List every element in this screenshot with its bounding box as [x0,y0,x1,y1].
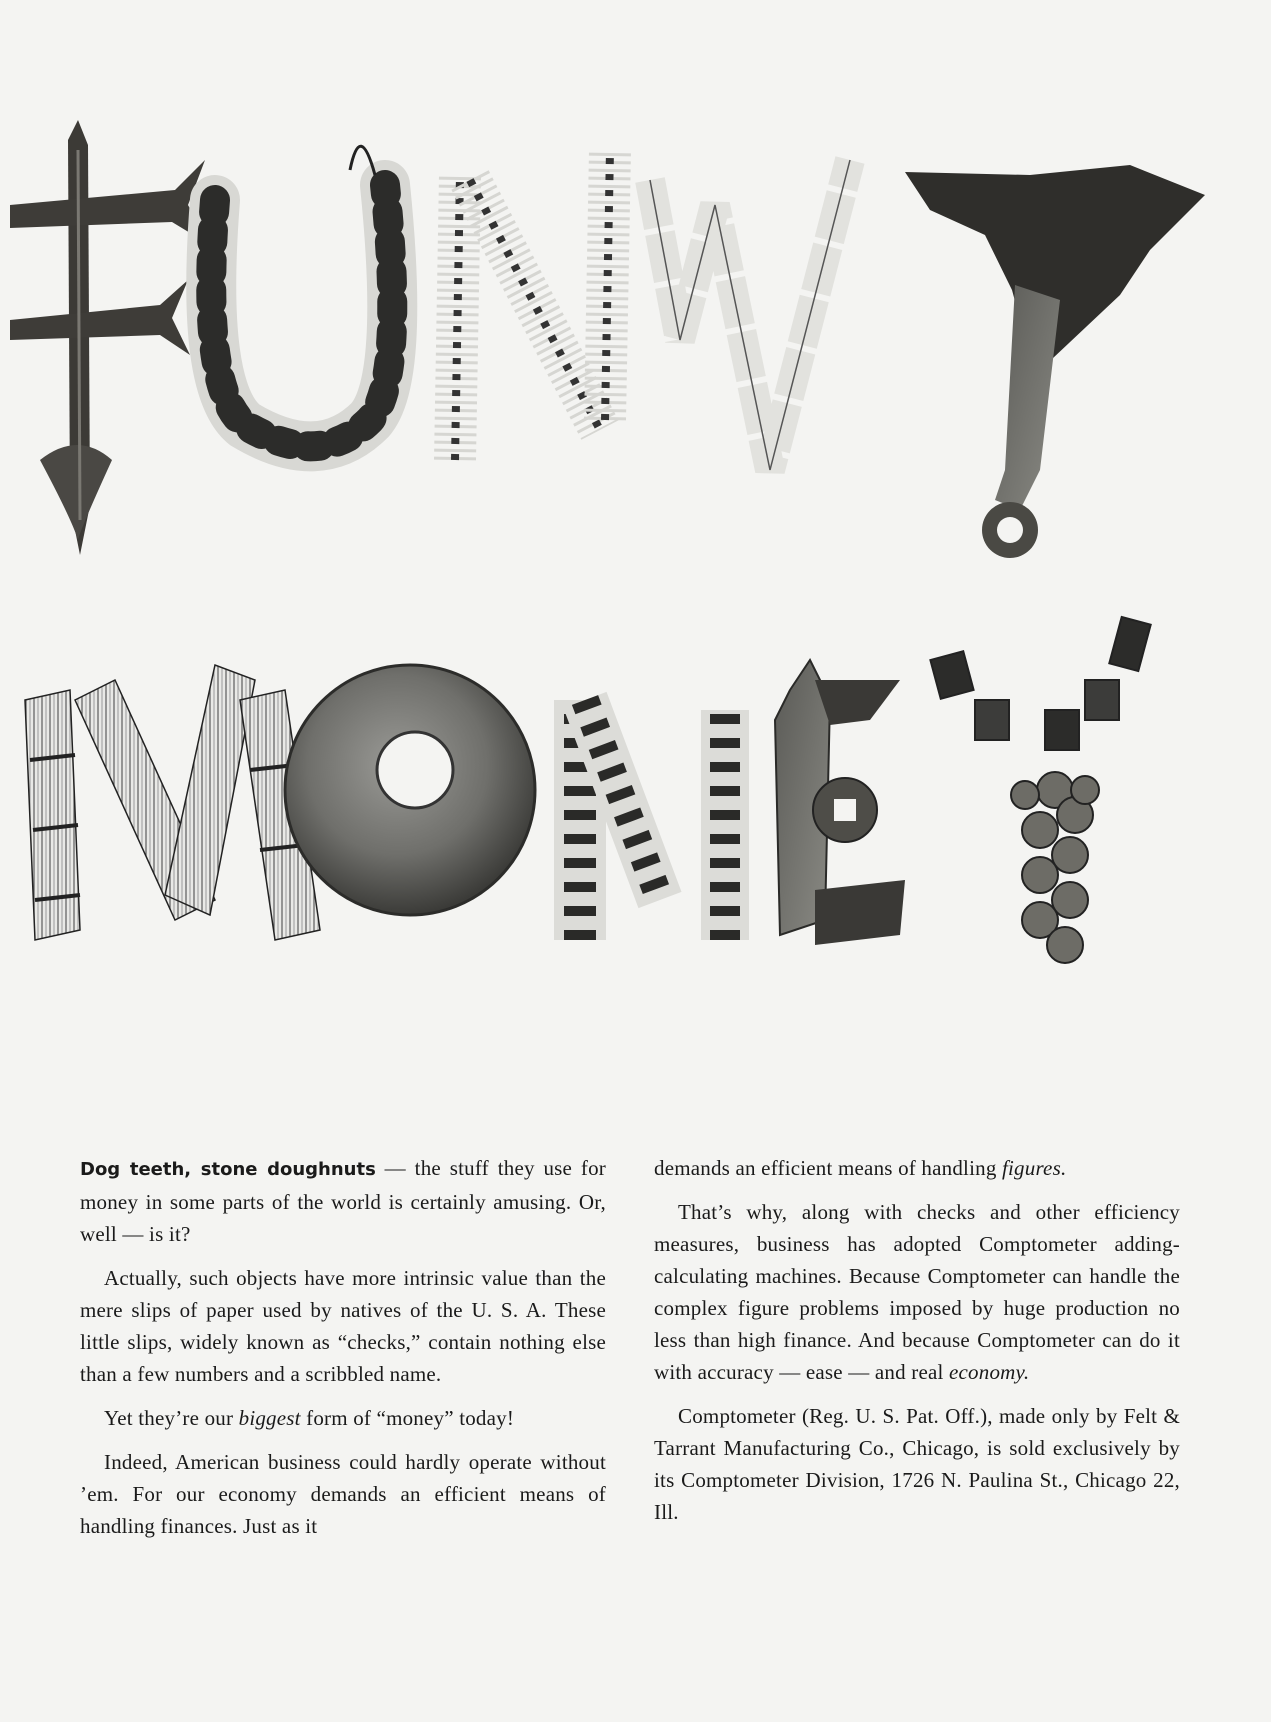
letter-e-blade-and-coin [775,660,905,945]
figures-before: demands an efficient means of handling [654,1156,1002,1180]
letter-y-knife-money [905,165,1205,558]
biggest-form-after: form of “money” today! [300,1406,515,1430]
biggest-emphasis: biggest [238,1406,301,1430]
intro-rest: — the stuff they use for money in some parts of the world is certainly amusing. Or, well — is it? [80,1156,606,1246]
letter-n-teeth-strands [455,150,610,460]
paragraph-intro [80,1152,606,1250]
letter-m-striped-bundles [25,665,320,940]
letter-f-spear-money [10,120,210,555]
ad-body-copy [80,1152,1180,1554]
figures-emphasis: figures. [1001,1156,1067,1180]
letter-w-wampum-beads [650,160,850,470]
paragraph-company-info: Comptometer (Reg. U. S. Pat. Off.), made only by Felt & Tarrant Manufacturing Co., Chicago, is sold exclusively by its Comptometer Division, 1726 N. Paulina St., Chicago 22, Ill. [654,1404,1180,1524]
paragraph-biggest-form [80,1402,606,1434]
letter-o-stone-doughnut [285,665,535,915]
letter-u-bead-string [211,146,392,446]
headline-line1: FUNNY [635,560,639,561]
economy-emphasis: economy. [949,1360,1030,1384]
paragraph-intrinsic-value: Actually, such objects have more intrinsic value than the mere slips of paper used by natives of the U. S. A. These little slips, widely known as “checks,” contain nothing else than a few numbers and a scribbled name. [80,1266,606,1386]
letter-n-bead-strands [580,700,725,940]
paragraph-figures [654,1152,1180,1184]
headline-line2: MONEY [635,980,640,981]
column-right [654,1152,1180,1554]
biggest-form-before: Yet they’re our [104,1406,239,1430]
paragraph-comptometer-adopted [654,1196,1180,1388]
comptometer-adopted-text: That’s why, along with checks and other efficiency measures, business has adopted Comptometer adding-calculating machines. Because Comptometer can handle the complex figure problems imposed by huge production no less than high finance. And because Comptometer can do it with accuracy — ease — and real [654,1200,1180,1384]
letter-y-coins-and-dice [930,617,1150,963]
paragraph-american-business: Indeed, American business could hardly operate without ’em. For our economy demands an efficient means of handling finances. Just as it [80,1450,606,1538]
column-left [80,1152,606,1554]
lead-in: Dog teeth, stone doughnuts [80,1159,376,1180]
